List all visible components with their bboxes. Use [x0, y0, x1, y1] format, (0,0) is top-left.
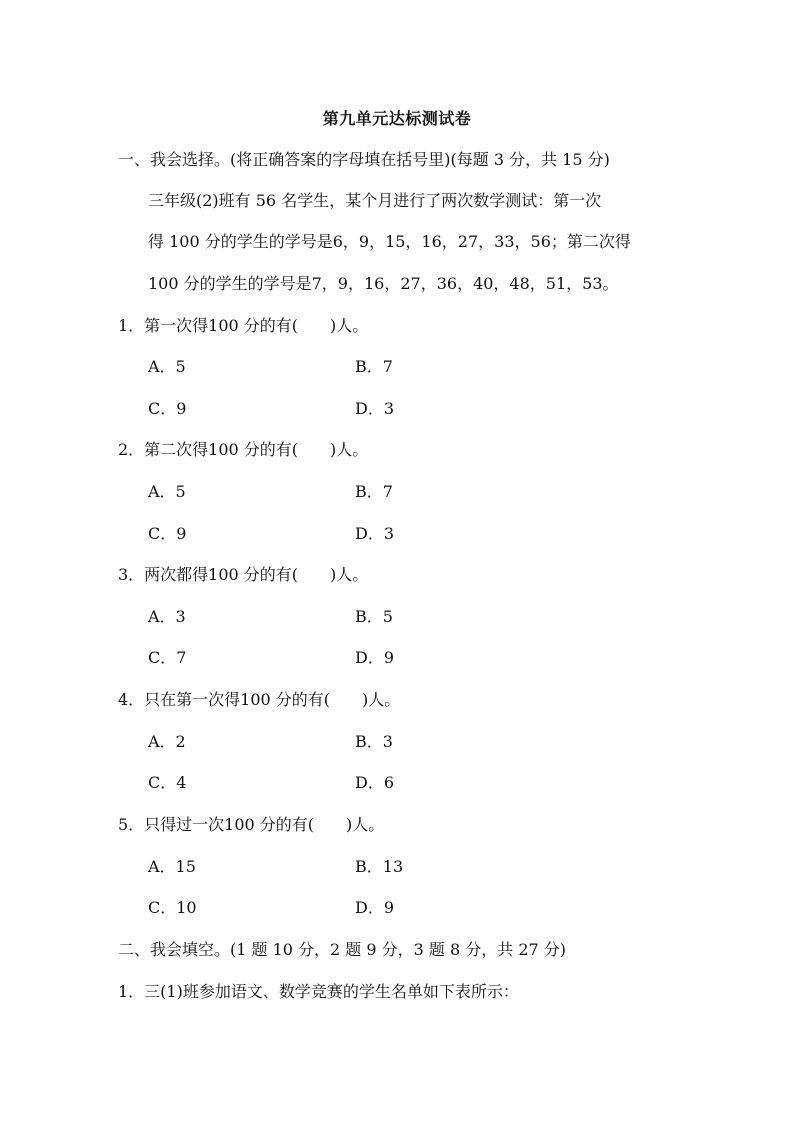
q4-option-c: C．4 — [148, 773, 187, 792]
section-2-heading: 二、我会填空。(1 题 10 分，2 题 9 分，3 题 8 分，共 27 分) — [118, 940, 567, 959]
question-3: 3．两次都得100 分的有( )人。 — [118, 565, 369, 584]
question-4: 4．只在第一次得100 分的有( )人。 — [118, 690, 401, 709]
q4-option-a: A．2 — [148, 732, 186, 751]
intro-line-3: 100 分的学生的学号是7，9，16，27，36，40，48，51，53。 — [148, 274, 619, 293]
intro-line-2: 得 100 分的学生的学号是6，9，15，16，27，33，56；第二次得 — [148, 232, 631, 251]
q1-option-b: B．7 — [355, 357, 393, 376]
q5-option-c: C．10 — [148, 898, 197, 917]
q3-option-a: A．3 — [148, 607, 186, 626]
section-1-heading: 一、我会选择。(将正确答案的字母填在括号里)(每题 3 分，共 15 分) — [118, 150, 610, 169]
q2-option-c: C．9 — [148, 524, 187, 543]
q1-option-c: C．9 — [148, 399, 187, 418]
q3-option-b: B．5 — [355, 607, 393, 626]
q3-option-c: C．7 — [148, 648, 187, 667]
question-2: 2．第二次得100 分的有( )人。 — [118, 440, 369, 459]
q5-option-b: B．13 — [355, 857, 404, 876]
q3-option-d: D．9 — [355, 648, 395, 667]
q4-option-b: B．3 — [355, 732, 393, 751]
q1-option-d: D．3 — [355, 399, 395, 418]
q4-option-d: D．6 — [355, 773, 395, 792]
section-2-question-1: 1．三(1)班参加语文、数学竞赛的学生名单如下表所示： — [118, 982, 519, 1001]
page-title: 第九单元达标测试卷 — [322, 109, 472, 128]
question-1: 1．第一次得100 分的有( )人。 — [118, 316, 369, 335]
q1-option-a: A．5 — [148, 357, 186, 376]
q2-option-d: D．3 — [355, 524, 395, 543]
question-5: 5．只得过一次100 分的有( )人。 — [118, 815, 385, 834]
q5-option-a: A．15 — [148, 857, 196, 876]
q2-option-a: A．5 — [148, 482, 186, 501]
q5-option-d: D．9 — [355, 898, 395, 917]
intro-line-1: 三年级(2)班有 56 名学生，某个月进行了两次数学测试：第一次 — [148, 191, 602, 210]
q2-option-b: B．7 — [355, 482, 393, 501]
